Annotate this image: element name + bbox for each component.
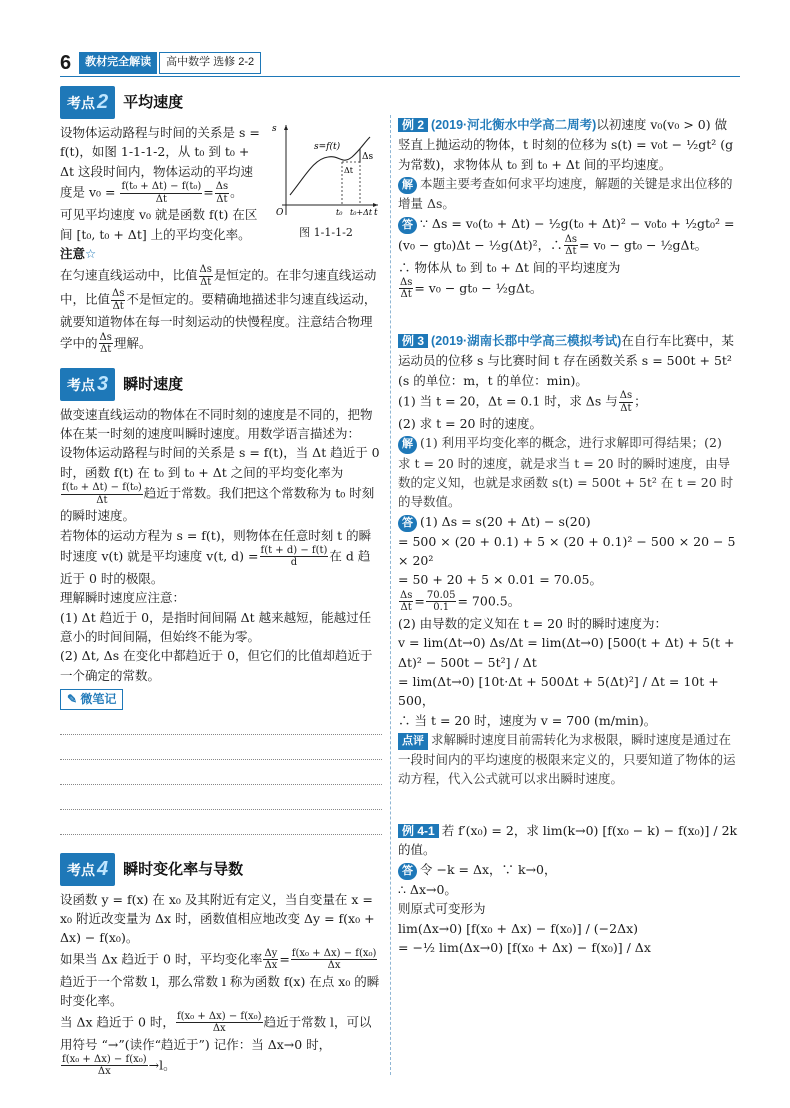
ex3-q2: (1) 当 t = 20，Δt = 0.1 时，求 Δs 与 $\frac{\Delta s}{\Delta t}$ ； (398, 390, 647, 414)
kp4-p3: 当 Δx 趋近于 0 时， $\frac{\text{f(x₀ + Δx) − f(x₀)}}{\Delta x}$ 趋近于常数 l，可以用符号 “→”(读作“趋近于”) 记作：当 Δx→0 时， $\frac{\text{f(x₀ + Δx) − f(x₀)}}{\Delta x}$ →l。 (60, 1010, 372, 1078)
ex41-question: 例 4-1 若 f′(x₀) = 2，求 lim(k→0) [f(x₀ − k) − f(x₀)] / 2k 的值。 (398, 822, 738, 858)
kp3-p4: 理解瞬时速度应注意： (60, 590, 186, 606)
position-time-graph (270, 119, 382, 219)
note-line[interactable] (60, 760, 382, 785)
svg-text:Δt: Δt (344, 166, 353, 175)
kp4-p1: 设函数 y = f(x) 在 x₀ 及其附近有定义，当自变量在 x = x₀ 附近改变量为 Δx 时，函数值相应地改变 Δy = f(x₀ + Δx) − f(x₀)。 (60, 891, 375, 946)
column-divider (390, 115, 391, 1075)
ex2-source: (2019·河北衡水中学高二周考) (431, 118, 597, 132)
page-header (60, 52, 261, 74)
micro-note-lines (60, 710, 382, 835)
ex3-da-tag: 答 (398, 515, 417, 532)
kp3-heading (60, 368, 382, 401)
ex2-jie-tag: 解 (398, 177, 417, 194)
kp3-p5: (1) Δt 趋近于 0，是指时间间隔 Δt 越来越短，能越过任意小的时间间隔，但始终不能为零。 (60, 609, 372, 644)
kp2-body (60, 123, 382, 356)
ex3-comment-tag: 点评 (398, 733, 428, 750)
page-number: 6 (60, 51, 72, 74)
book-badge: 教材完全解读 (79, 52, 157, 73)
ex3-question: 例 3 (2019·湖南长郡中学高三模拟考试)在自行车比赛中，某运动员的位移 s 与比赛时间 t 存在函数关系 s = 500t + 5t² (s 的单位：m，t 的单位：min)。 (398, 332, 734, 388)
ex41-a3: 则原式可变形为 (398, 901, 486, 917)
figure-caption: 图 1-1-1-2 (299, 226, 353, 240)
ex3-a8: ∴ 当 t = 20 时，速度为 v = 700 (m/min)。 (398, 712, 657, 728)
ex2-da-tag: 答 (398, 217, 417, 234)
book-title: 高中数学 选修 2-2 (159, 52, 261, 73)
ex3-a4: $\frac{\Delta s}{\Delta t}$ = $\frac{70.05}{0.1}$ = 700.5。 (400, 589, 521, 614)
micro-note-heading (60, 689, 382, 710)
kp3-p1: 做变速直线运动的物体在不同时刻的速度是不同的，把物体在某一时刻的速度叫瞬时速度。用数学语言描述为： (60, 406, 373, 441)
header-rule (60, 76, 740, 77)
figure-1-1-1-2 (270, 119, 382, 241)
note-line[interactable] (60, 810, 382, 835)
ex3-comment: 点评 求解瞬时速度目前需转化为求极限，瞬时速度是通过在一段时间内的平均速度的极限来定义的，只要知道了物体的运动方程，代入公式就可以求出瞬时速度。 (398, 732, 736, 787)
ex3-a1: 答 (1) Δs = s(20 + Δt) − s(20) (398, 512, 738, 532)
svg-text:t₀: t₀ (336, 208, 343, 217)
svg-text:s=f(t): s=f(t) (314, 142, 341, 152)
ex41-a1: 答 令 −k = Δx，∵ k→0， (398, 860, 738, 880)
ex41-a5: = −½ lim(Δx→0) [f(x₀ + Δx) − f(x₀)] / Δx (398, 940, 651, 955)
ex2-answer-2: ∴ 物体从 t₀ 到 t₀ + Δt 间的平均速度为 (398, 259, 621, 275)
note-line[interactable] (60, 735, 382, 760)
kp3-p6: (2) Δt, Δs 在变化中都趋近于 0，但它们的比值却趋近于一个确定的常数。 (60, 648, 373, 683)
ex3-q3: (2) 求 t = 20 时的速度。 (398, 416, 542, 432)
ex41-da-tag: 答 (398, 863, 417, 880)
micro-note-tag: ✎ 微笔记 (60, 689, 123, 710)
ex3-a2: = 500 × (20 + 0.1) + 5 × (20 + 0.1)² − 500 × 20 − 5 × 20² (398, 533, 736, 569)
kp4-heading (60, 853, 382, 886)
example-3 (398, 331, 738, 789)
example-2 (398, 115, 738, 301)
ex2-question: 例 2 (2019·河北衡水中学高二周考)以初速度 v₀(v₀ > 0) 做竖直上抛运动的物体，t 时刻的位移为 s(t) = v₀t − ½gt² (g 为常数)，求物体从 t₀ 到 t₀ + Δt 间的平均速度。 (398, 117, 734, 172)
ex2-analysis: 解 本题主要考查如何求平均速度，解题的关键是求出位移的增量 Δs。 (398, 176, 733, 212)
kp4-title: 瞬时变化率与导数 (123, 860, 244, 878)
kp3-tag: 考点 3 (60, 368, 115, 401)
note-line[interactable] (60, 785, 382, 810)
svg-text:t₀+Δt: t₀+Δt (350, 208, 373, 217)
svg-text:O: O (276, 208, 284, 218)
note-line[interactable] (60, 710, 382, 735)
ex2-answer-1: 答 ∵ Δs = v₀(t₀ + Δt) − ½g(t₀ + Δt)² − v₀t₀ + ½gt₀² = (v₀ − gt₀)Δt − ½g(Δt)²，∴ $\frac{\Delta s}{\Delta t}$ = v₀ − gt₀ − ½gΔt。 (398, 215, 735, 258)
right-column (398, 115, 738, 959)
kp3-p3: 若物体的运动方程为 s = f(t)，则物体在任意时刻 t 的瞬时速度 v(t) 就是平均速度 v(t, d) = $\frac{f(t + d) - f(t)}{d}$ 在 d 趋近于 0 时的极限。 (60, 527, 372, 586)
star-icon: ☆ (85, 245, 97, 261)
svg-text:t: t (374, 208, 378, 218)
kp4-p2: 如果当 Δx 趋近于 0 时，平均变化率 $\frac{\Delta y}{\Delta x}$ = $\frac{\text{f(x₀ + Δx) − f(x₀)}}{\Delta x}$ 趋近于一个常数 l，那么常数 l 称为函数 f(x) 在点 x₀ 的瞬时变化率。 (60, 947, 380, 1009)
kp2-title: 平均速度 (123, 93, 184, 111)
kp2-note: 在匀速直线运动中，比值 $\frac{\Delta s}{\Delta t}$ 是恒定的。在非匀速直线运动中，比值 $\frac{\Delta s}{\Delta t}$ 不是恒定的。要精确地描述非匀速直线运动，就要知道物体在每一时刻运动的快慢程度。注意结合物理学中的 $\frac{\Delta s}{\Delta t}$ 理解。 (60, 264, 377, 356)
ex3-source: (2019·湖南长郡中学高三模拟考试) (431, 333, 622, 348)
ex41-a2: ∴ Δx→0。 (398, 881, 457, 897)
kp2-p1: 设物体运动路程与时间的关系是 s = f(t)，如图 1-1-1-2，从 t₀ 到 t₀ + Δt 这段时间内，物体运动的平均速度是 v₀ = $\frac{\text{f(t₀ + Δt) − f(t₀)}}{\Delta t}$ = $\frac{\Delta s}{\Delta t}$ 。 (60, 125, 260, 205)
ex3-badge: 例 3 (398, 334, 428, 348)
ex2-answer-3: $\frac{\Delta s}{\Delta t}$ = v₀ − gt₀ − ½gΔt。 (400, 276, 543, 301)
svg-text:Δs: Δs (362, 152, 374, 162)
ex3-analysis: 解 (1) 利用平均变化率的概念，进行求解即可得结果；(2) 求 t = 20 时的速度，就是求当 t = 20 时的瞬时速度，由导数的定义知，也就是求函数 s(t) = 500t + 5t² 在 t = 20 时的导数值。 (398, 435, 734, 510)
example-4-1 (398, 821, 738, 958)
kp2-p2: 可见平均速度 v₀ 就是函数 f(t) 在区间 [t₀, t₀ + Δt] 上的平均变化率。 (60, 207, 258, 242)
kp2-heading (60, 86, 382, 119)
left-column (60, 82, 382, 1078)
ex2-badge: 例 2 (398, 118, 428, 132)
kp3-title: 瞬时速度 (123, 375, 184, 393)
kp2-tag: 考点 2 (60, 86, 115, 119)
kp3-p2: 设物体运动路程与时间的关系是 s = f(t)，当 Δt 趋近于 0 时，函数 f(t) 在 t₀ 到 t₀ + Δt 之间的平均变化率为 $\frac{\text{f(t₀ + Δt) − f(t₀)}}{\Delta t}$ 趋近于常数。我们把这个常数称为 t₀ 时刻的瞬时速度。 (60, 445, 380, 524)
ex3-a7: = lim(Δt→0) [10t·Δt + 500Δt + 5(Δt)²] / Δt = 10t + 500， (398, 673, 719, 709)
ex41-badge: 例 4-1 (398, 824, 439, 838)
ex3-a3: = 50 + 20 + 5 × 0.01 = 70.05。 (398, 572, 603, 588)
ex41-a4: lim(Δx→0) [f(x₀ + Δx) − f(x₀)] / (−2Δx) (398, 920, 639, 936)
ex3-jie-tag: 解 (398, 436, 417, 453)
kp4-tag: 考点 4 (60, 853, 115, 886)
svg-text:s: s (272, 124, 277, 134)
ex3-a5: (2) 由导数的定义知在 t = 20 时的瞬时速度为： (398, 615, 667, 631)
kp2-note-label: 注意☆ (60, 245, 97, 261)
ex3-a6: v = lim(Δt→0) Δs/Δt = lim(Δt→0) [500(t + Δt) + 5(t + Δt)² − 500t − 5t²] / Δt (398, 635, 735, 670)
